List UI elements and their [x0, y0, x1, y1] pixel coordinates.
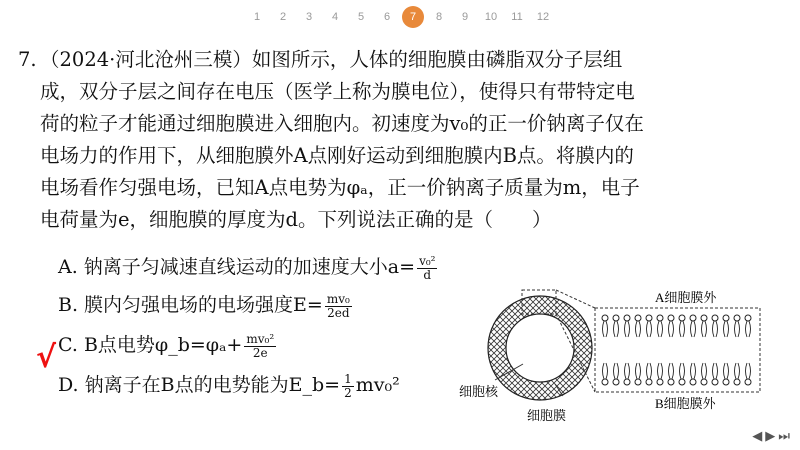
lipid-head	[723, 315, 729, 321]
lipid-head	[657, 315, 663, 321]
lipid-head	[635, 379, 641, 385]
lipid-head	[613, 315, 619, 321]
lipid-head	[690, 315, 696, 321]
slide-nav	[752, 429, 790, 444]
page-7-button[interactable]: 7	[402, 6, 424, 28]
label-outside-a: A细胞膜外	[655, 290, 717, 305]
page-4-button[interactable]: 4	[331, 11, 339, 23]
page-pager	[0, 6, 800, 28]
lipid-head	[712, 379, 718, 385]
label-membrane: 细胞膜	[527, 408, 567, 423]
option-d[interactable]	[58, 370, 400, 400]
option-a-text: A. 钠离子匀减速直线运动的加速度大小a=	[58, 256, 416, 278]
lipid-tail	[735, 321, 740, 337]
lipid-tail	[680, 321, 685, 337]
page-6-button[interactable]: 6	[383, 11, 391, 23]
lipid-tail	[658, 363, 663, 379]
question-line-5: 电场看作匀强电场，已知A点电势为φₐ，正一价钠离子质量为m，电子	[40, 176, 640, 199]
lipid-tail	[614, 363, 619, 379]
prev-icon[interactable]: ◀	[752, 429, 763, 444]
lipid-head	[679, 315, 685, 321]
option-d-suffix: mv₀²	[355, 374, 400, 396]
option-d-fraction: $\frac{1}{2}$	[344, 371, 352, 400]
cell-membrane-figure	[455, 284, 775, 444]
question-text	[18, 44, 780, 236]
question-line-2: 成，双分子层之间存在电压（医学上称为膜电位），使得只有带特定电	[40, 80, 635, 103]
lipid-tail	[647, 321, 652, 337]
label-outside-b: B细胞膜外	[655, 396, 716, 411]
page-1-button[interactable]: 1	[253, 11, 261, 23]
lipid-tail	[680, 363, 685, 379]
option-b[interactable]	[58, 290, 354, 320]
question-line-4: 电场力的作用下，从细胞膜外A点刚好运动到细胞膜内B点。将膜内的	[40, 144, 634, 167]
lipid-head	[734, 379, 740, 385]
question-line-6: 电荷量为e，细胞膜的厚度为d。下列说法正确的是（ ）	[40, 208, 552, 231]
lipid-head	[613, 379, 619, 385]
page-10-button[interactable]: 10	[484, 11, 498, 23]
page-5-button[interactable]: 5	[357, 11, 365, 23]
lipid-head	[679, 379, 685, 385]
lipid-head	[646, 315, 652, 321]
lipid-head	[646, 379, 652, 385]
lipid-head	[734, 315, 740, 321]
lipid-head	[745, 315, 751, 321]
next-end-icon[interactable]: ⏭	[778, 429, 790, 444]
lipid-tail	[724, 363, 729, 379]
lipid-tail	[603, 363, 608, 379]
option-d-text: D. 钠离子在B点的电势能为E_b=	[58, 374, 341, 396]
play-icon[interactable]: ▶	[765, 429, 776, 444]
lipid-tail	[702, 321, 707, 337]
option-a[interactable]	[58, 252, 439, 282]
lipid-head	[635, 315, 641, 321]
question-line-3: 荷的粒子才能通过细胞膜进入细胞内。初速度为v₀的正一价钠离子仅在	[40, 112, 644, 135]
lipid-tail	[691, 363, 696, 379]
lipid-tail	[691, 321, 696, 337]
lipid-tail	[636, 363, 641, 379]
lipid-tail	[658, 321, 663, 337]
cell-interior	[506, 314, 574, 382]
option-c-text: C. B点电势φ_b=φₐ+	[58, 334, 243, 356]
page-12-button[interactable]: 12	[536, 11, 550, 23]
label-nucleus: 细胞核	[459, 384, 499, 399]
option-c-fraction: $\frac{\text{mv₀²}}{2e}$	[246, 331, 275, 360]
page-11-button[interactable]: 11	[511, 11, 523, 23]
lipid-head	[602, 379, 608, 385]
lipid-tail	[603, 321, 608, 337]
lipid-tail	[713, 363, 718, 379]
lipid-head	[624, 379, 630, 385]
lipid-head	[657, 379, 663, 385]
lipid-head	[701, 379, 707, 385]
option-b-fraction: $\frac{\text{mv₀}}{2ed}$	[326, 291, 350, 320]
question-line-1: （2024·河北沧州三模）如图所示，人体的细胞膜由磷脂双分子层组	[40, 48, 623, 71]
lipid-head	[624, 315, 630, 321]
lipid-head	[668, 315, 674, 321]
lipid-tail	[669, 363, 674, 379]
page-9-button[interactable]: 9	[461, 11, 469, 23]
lipid-tail	[746, 321, 751, 337]
lipid-tail	[636, 321, 641, 337]
lipid-tail	[647, 363, 652, 379]
lipid-head	[712, 315, 718, 321]
option-a-fraction: $\frac{\text{v₀²}}{d}$	[419, 253, 436, 282]
page-3-button[interactable]: 3	[305, 11, 313, 23]
page-8-button[interactable]: 8	[435, 11, 443, 23]
lipid-tail	[625, 363, 630, 379]
lipid-tail	[614, 321, 619, 337]
lipid-tail	[724, 321, 729, 337]
question-number: 7.	[18, 48, 37, 71]
lipid-tail	[735, 363, 740, 379]
lipid-head	[602, 315, 608, 321]
lipid-tail	[746, 363, 751, 379]
lipid-head	[668, 379, 674, 385]
lipid-tail	[702, 363, 707, 379]
option-c[interactable]	[58, 330, 278, 360]
lipid-tail	[713, 321, 718, 337]
lipid-head	[723, 379, 729, 385]
answer-check-mark: √	[36, 340, 57, 375]
lipid-head	[745, 379, 751, 385]
lipid-bilayer	[602, 315, 751, 385]
lipid-tail	[625, 321, 630, 337]
option-b-text: B. 膜内匀强电场的电场强度E=	[58, 294, 323, 316]
lipid-head	[701, 315, 707, 321]
lipid-head	[690, 379, 696, 385]
page-2-button[interactable]: 2	[279, 11, 287, 23]
lipid-tail	[669, 321, 674, 337]
